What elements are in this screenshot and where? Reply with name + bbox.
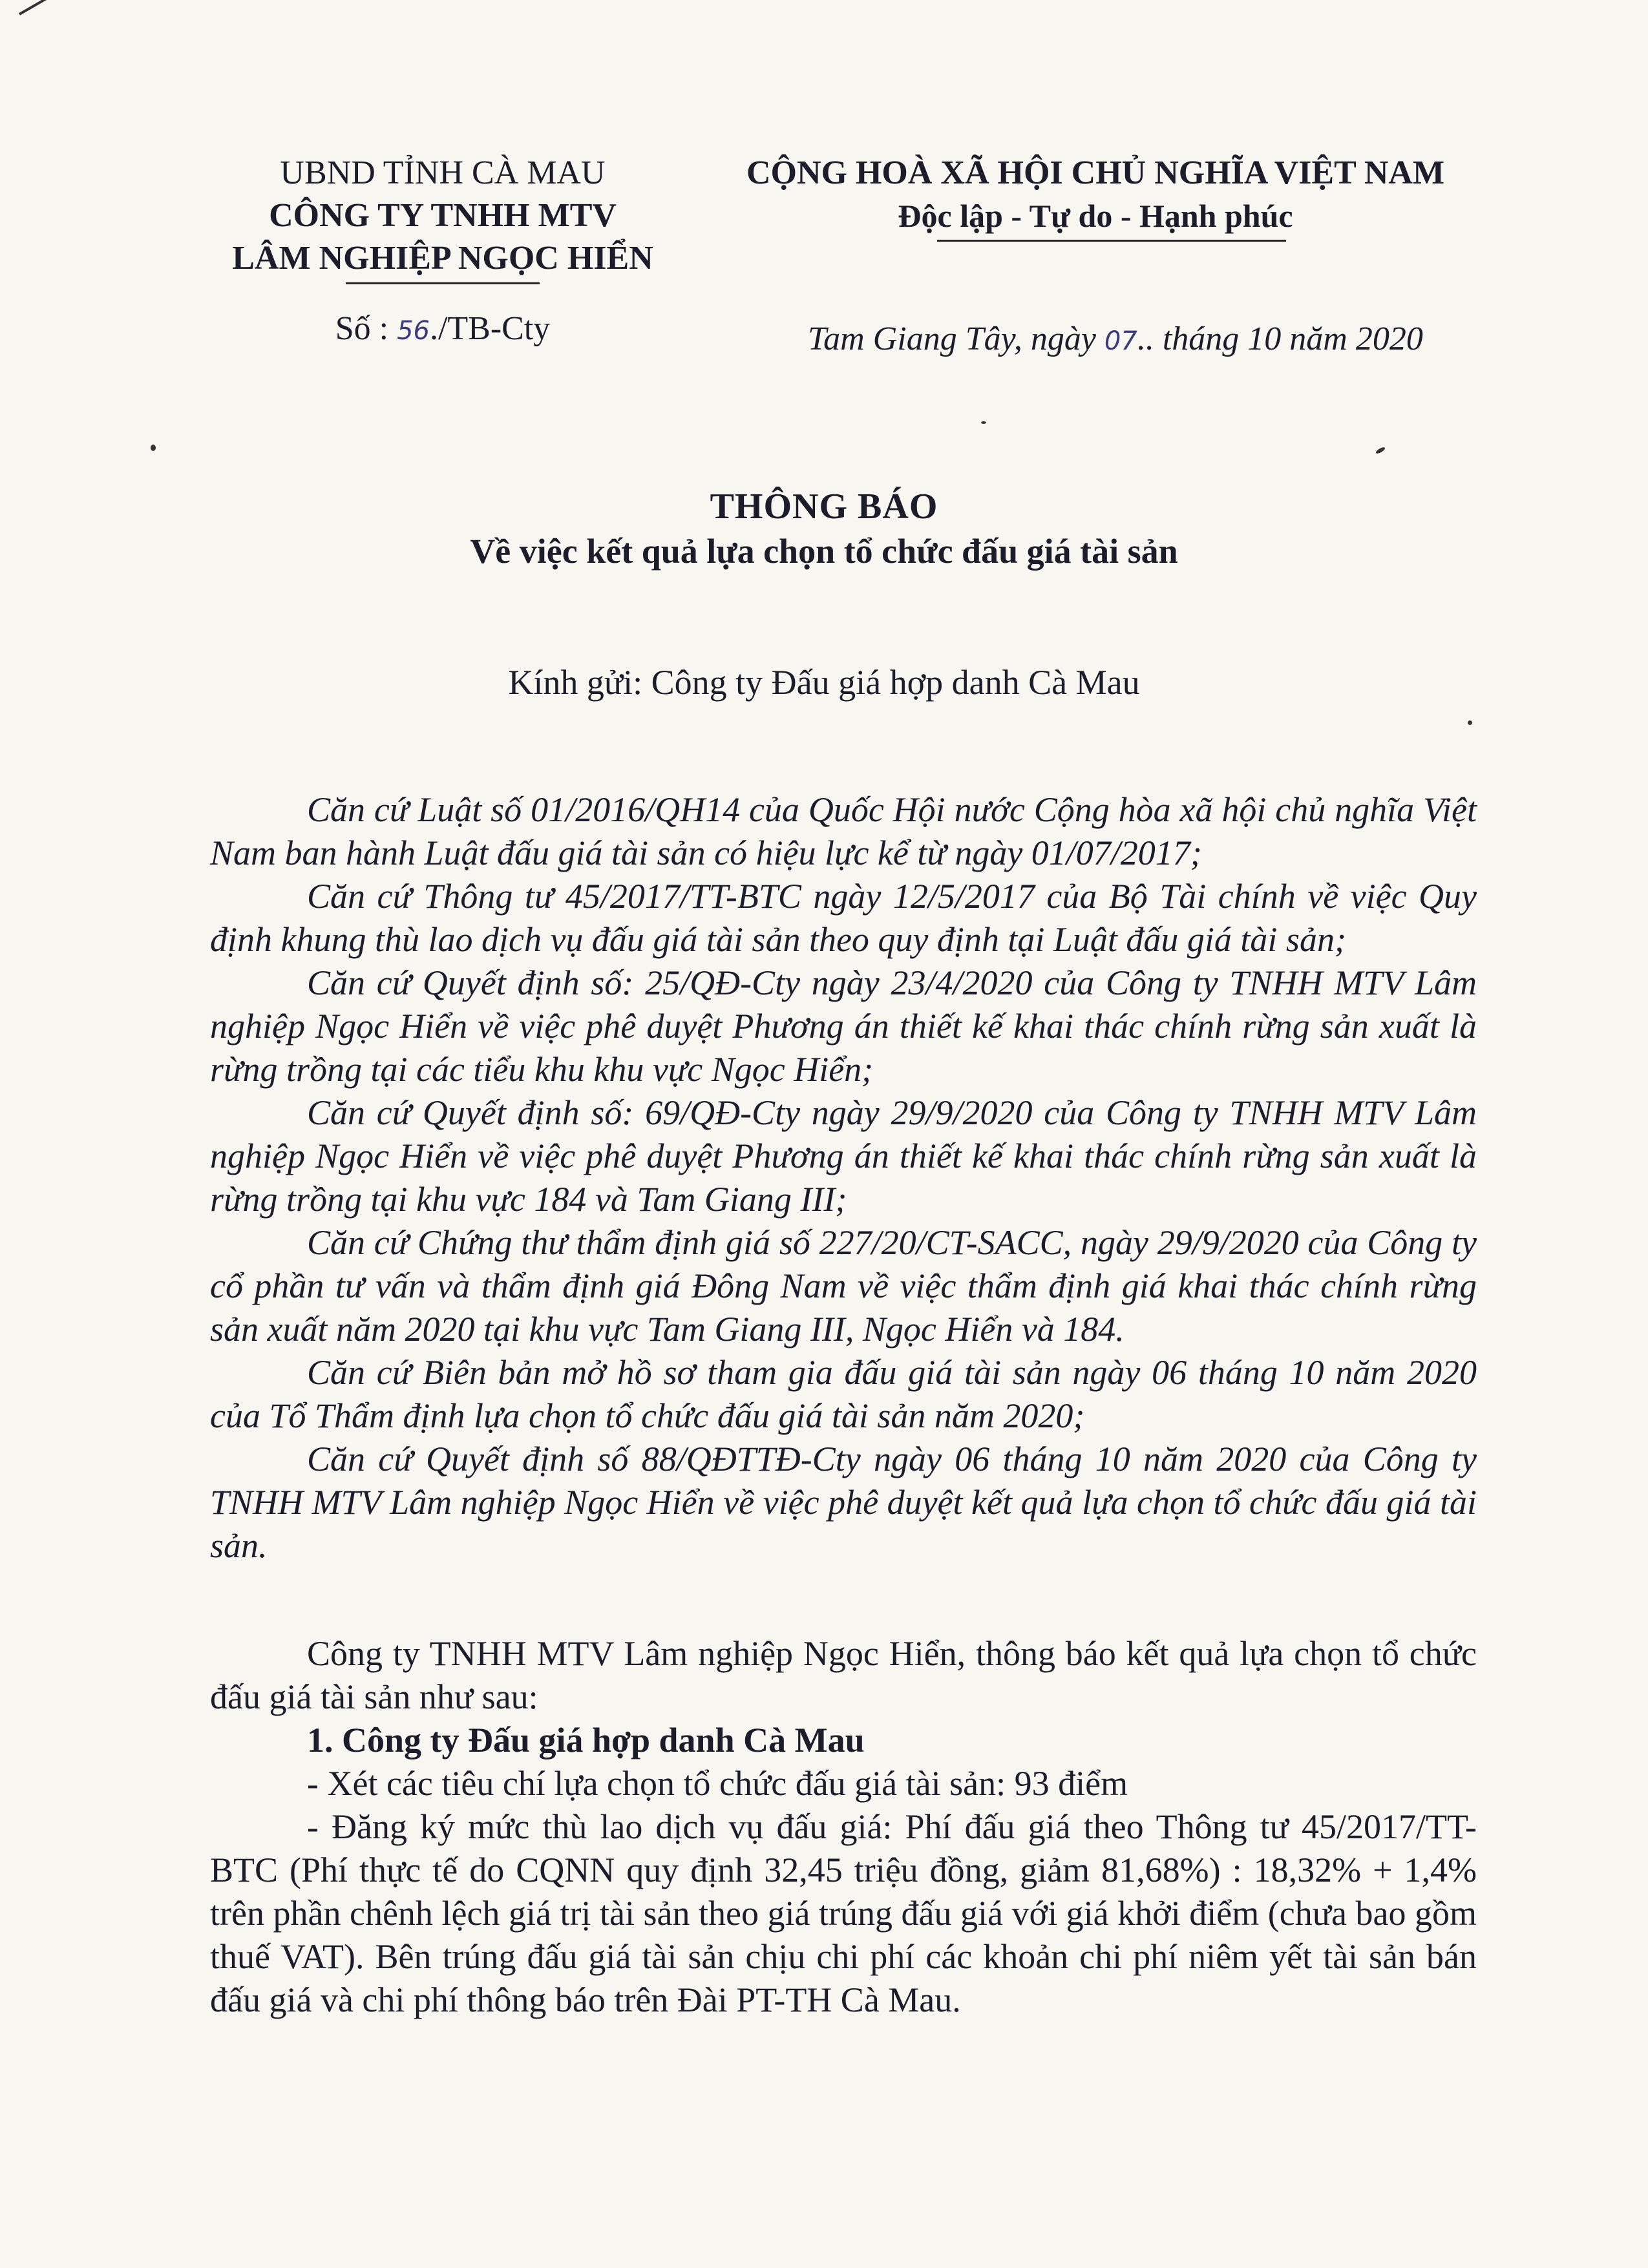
result-item-fee: - Đăng ký mức thù lao dịch vụ đấu giá: Phí đấu giá theo Thông tư 45/2017/TT-BTC (Phí thực tế do CQNN quy định 32,45 triệu đồng, giảm 81,68%) : 18,32% + 1,4% trên phần chênh lệch giá trị tài sản theo giá trúng đấu giá với giá khởi điểm (chưa bao gồm thuế VAT). Bên trúng đấu giá tài sản chịu chi phí các khoản chi phí niêm yết tài sản bán đấu giá và chi phí thông báo trên Đài PT-TH Cà Mau. (210, 1807, 1477, 2019)
issuer-underline (346, 282, 540, 284)
legal-basis-list (210, 788, 1477, 1568)
ink-speck (1375, 446, 1386, 454)
ink-speck (981, 421, 986, 424)
nation-name: CỘNG HOÀ XÃ HỘI CHỦ NGHĨA VIỆT NAM (746, 154, 1445, 191)
issuer-company-type: CÔNG TY TNHH MTV (269, 197, 617, 234)
national-motto: Độc lập - Tự do - Hạnh phúc (898, 198, 1293, 234)
result-section (210, 1632, 1477, 2022)
national-header (724, 152, 1467, 242)
recipient-line: Kính gửi: Công ty Đấu giá hợp danh Cà Mau (508, 663, 1140, 702)
result-heading: 1. Công ty Đấu giá hợp danh Cà Mau (307, 1721, 865, 1759)
issuer-province: UBND TỈNH CÀ MAU (280, 154, 606, 191)
document-body (210, 788, 1477, 2022)
legal-basis-item: Căn cứ Quyết định số: 25/QĐ-Cty ngày 23/4/2020 của Công ty TNHH MTV Lâm nghiệp Ngọc Hiển về việc phê duyệt Phương án thiết kế khai thác chính rừng sản xuất là rừng trồng tại các tiểu khu khu vực Ngọc Hiển; (210, 963, 1477, 1089)
document-number: Số : 56./TB-Cty (335, 310, 551, 347)
legal-basis-item: Căn cứ Chứng thư thẩm định giá số 227/20/CT-SACC, ngày 29/9/2020 của Công ty cổ phần tư vấn và thẩm định giá Đông Nam về việc thẩm định giá khai thác chính rừng sản xuất năm 2020 tại khu vực Tam Giang III, Ngọc Hiển và 184. (210, 1223, 1477, 1349)
ink-speck (151, 445, 156, 451)
issuer-block (187, 152, 698, 352)
handwritten-day: 07 (1104, 326, 1137, 356)
ink-speck (1468, 720, 1472, 725)
issuer-company-name: LÂM NGHIỆP NGỌC HIỂN (232, 240, 653, 277)
result-intro: Công ty TNHH MTV Lâm nghiệp Ngọc Hiển, thông báo kết quả lựa chọn tổ chức đấu giá tài sản như sau: (210, 1634, 1477, 1716)
document-title: THÔNG BÁO (710, 487, 938, 527)
legal-basis-item: Căn cứ Quyết định số 88/QĐTTĐ-Cty ngày 06 tháng 10 năm 2020 của Công ty TNHH MTV Lâm nghiệp Ngọc Hiển về việc phê duyệt kết quả lựa chọn tổ chức đấu giá tài sản. (210, 1440, 1477, 1565)
legal-basis-item: Căn cứ Biên bản mở hồ sơ tham gia đấu giá tài sản ngày 06 tháng 10 năm 2020 của Tổ Thẩm định lựa chọn tổ chức đấu giá tài sản năm 2020; (210, 1353, 1477, 1435)
issue-date: Tam Giang Tây, ngày 07.. tháng 10 năm 2020 (808, 320, 1423, 357)
legal-basis-item: Căn cứ Thông tư 45/2017/TT-BTC ngày 12/5/2017 của Bộ Tài chính về việc Quy định khung thù lao dịch vụ đấu giá tài sản theo quy định tại Luật đấu giá tài sản; (210, 877, 1477, 959)
result-item-score: - Xét các tiêu chí lựa chọn tổ chức đấu giá tài sản: 93 điểm (307, 1764, 1128, 1803)
scan-mark (19, 0, 93, 16)
legal-basis-item: Căn cứ Quyết định số: 69/QĐ-Cty ngày 29/9/2020 của Công ty TNHH MTV Lâm nghiệp Ngọc Hiển về việc phê duyệt Phương án thiết kế khai thác chính rừng sản xuất là rừng trồng tại khu vực 184 và Tam Giang III; (210, 1093, 1477, 1219)
document-subtitle: Về việc kết quả lựa chọn tổ chức đấu giá tài sản (470, 532, 1178, 571)
legal-basis-item: Căn cứ Luật số 01/2016/QH14 của Quốc Hội nước Cộng hòa xã hội chủ nghĩa Việt Nam ban hành Luật đấu giá tài sản có hiệu lực kể từ ngày 01/07/2017; (210, 790, 1477, 872)
handwritten-doc-number: 56 (397, 316, 430, 346)
motto-underline (937, 240, 1286, 242)
